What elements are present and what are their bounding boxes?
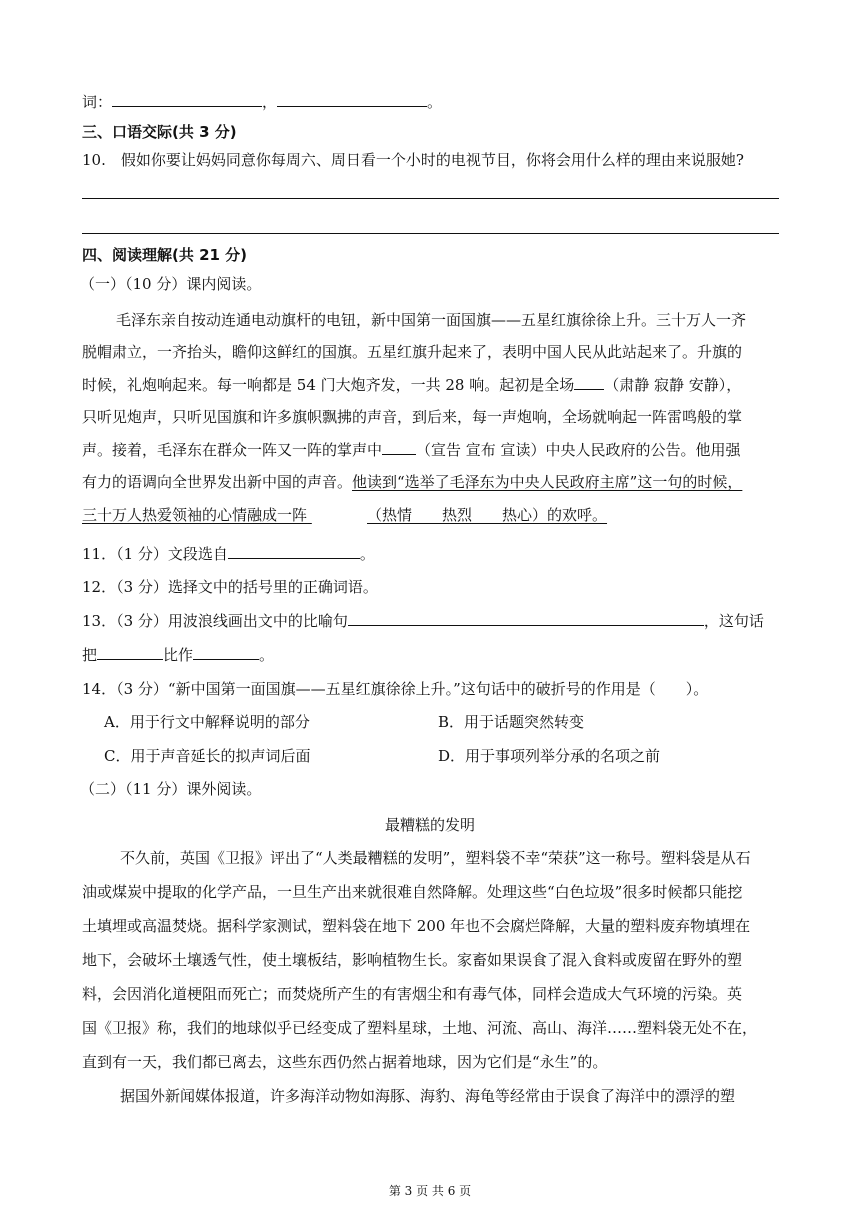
q13-blank-1[interactable]: [348, 611, 704, 626]
q11-blank[interactable]: [228, 544, 360, 559]
answer-line-10b[interactable]: [82, 233, 779, 234]
question-13-cont: 把 比作 。: [82, 646, 275, 664]
section4-heading: 四、阅读理解(共 21 分): [82, 246, 248, 264]
q13-blank-3[interactable]: [193, 645, 259, 660]
option-d[interactable]: D．用于事项列举分承的名项之前: [438, 747, 661, 765]
question-11: 11．（1 分）文段选自 。: [82, 545, 375, 563]
word-choice-blank-2[interactable]: [382, 440, 416, 455]
passage-2-title: 最糟糕的发明: [384, 816, 475, 834]
word-choice-blank-3[interactable]: [307, 505, 367, 525]
section3-heading: 三、口语交际(共 3 分): [82, 123, 237, 141]
question-10: 10. 假如你要让妈妈同意你每周六、周日看一个小时的电视节目，你将会用什么样的理由来说服她?: [82, 151, 744, 169]
answer-blank-1[interactable]: [112, 92, 262, 107]
exam-page: 词： ， 。 三、口语交际(共 3 分) 10. 假如你要让妈妈同意你每周六、周日看一个小时的电视节目，你将会用什么样的理由来说服她? 四、阅读理解(共 21 分) （一）（10 分）课内阅读。 毛泽东亲自按动连通电动旗杆的电钮，新中国第一面国旗——五星红旗徐徐上升。三十万人一齐 脱帽肃立，一齐抬头，瞻仰这鲜红的国旗。五星红旗升起来了，表明中国人民从此站起来了。升旗的 时候，礼炮响起来。每一响都是 54 门大炮齐发，一共 28 响。起初是全场 （肃静 寂静 安静）， 只听见炮声，只听见国旗和许多旗帜飘拂的声音，到后来，每一声炮响，全场就响起一阵雷鸣般的掌 声。接着，毛泽东在群众一阵又一阵的掌声中 （宣告 宣布 宣读）中央人民政府的公告。他用强 有力的语调向全世界发出新中国的声音。他读到“选举了毛泽东为中央人民政府主席”这一句的时候， 三十万人热爱领袖的心情融成一阵 （热情 热烈 热心）的欢呼。 11．（1 分）文段选自 。 12．（3 分）选择文中的括号里的正确词语。 13．（3 分）用波浪线画出文中的比喻句 ，这句话 把 比作 。 14．（3 分）“新中国第一面国旗——五星红旗徐徐上升。”这句话中的破折号的作用是（ ）。 A．用于行文中解释说明的部分 B．用于话题突然转变 C．用于声音延长的拟声词后面 D．用于事项列举分承的名项之前 （二）（11 分）课外阅读。 最糟糕的发明 不久前，英国《卫报》评出了“人类最糟糕的发明”，塑料袋不幸“荣获”这一称号。塑料袋是从石 油或煤炭中提取的化学产品，一旦生产出来就很难自然降解。处理这些“白色垃圾”很多时候都只能挖 土填埋或高温焚烧。据科学家测试，塑料袋在地下 200 年也不会腐烂降解，大量的塑料废弃物填埋在 地下，会破坏土壤透气性，使土壤板结，影响植物生长。家畜如果误食了混入食料或废留在野外的塑 料，会因消化道梗阻而死亡；而焚烧所产生的有害烟尘和有毒气体，同样会造成大气环境的污染。英 国《卫报》称，我们的地球似乎已经变成了塑料星球，土地、河流、高山、海洋……塑料袋无处不在， 直到有一天，我们都已离去，这些东西仍然占据着地球，因为它们是“永生”的。 据国外新闻媒体报道，许多海洋动物如海豚、海豹、海龟等经常由于误食了海洋中的漂浮的塑 第 3 页 共 6 页: [0, 0, 860, 1216]
word-choice-blank-1[interactable]: [574, 375, 604, 390]
underlined-sentence: 他读到“选举了毛泽东为中央人民政府主席”这一句的时候，: [352, 473, 743, 491]
question-14: 14．（3 分）“新中国第一面国旗——五星红旗徐徐上升。”这句话中的破折号的作用是（ ）。: [82, 680, 709, 698]
option-c[interactable]: C．用于声音延长的拟声词后面: [104, 747, 311, 765]
page-footer: 第 3 页 共 6 页: [388, 1184, 472, 1198]
vocab-answer-line: 词： ， 。: [82, 93, 443, 111]
option-a[interactable]: A．用于行文中解释说明的部分: [104, 713, 310, 731]
q13-blank-2[interactable]: [97, 645, 163, 660]
part1-label: （一）（10 分）课内阅读。: [80, 275, 262, 293]
answer-blank-2[interactable]: [277, 92, 427, 107]
question-13: 13．（3 分）用波浪线画出文中的比喻句 ，这句话: [82, 612, 764, 630]
part2-label: （二）（11 分）课外阅读。: [80, 780, 262, 798]
answer-line-10a[interactable]: [82, 198, 779, 199]
option-b[interactable]: B．用于话题突然转变: [438, 713, 585, 731]
question-12: 12．（3 分）选择文中的括号里的正确词语。: [82, 578, 378, 596]
